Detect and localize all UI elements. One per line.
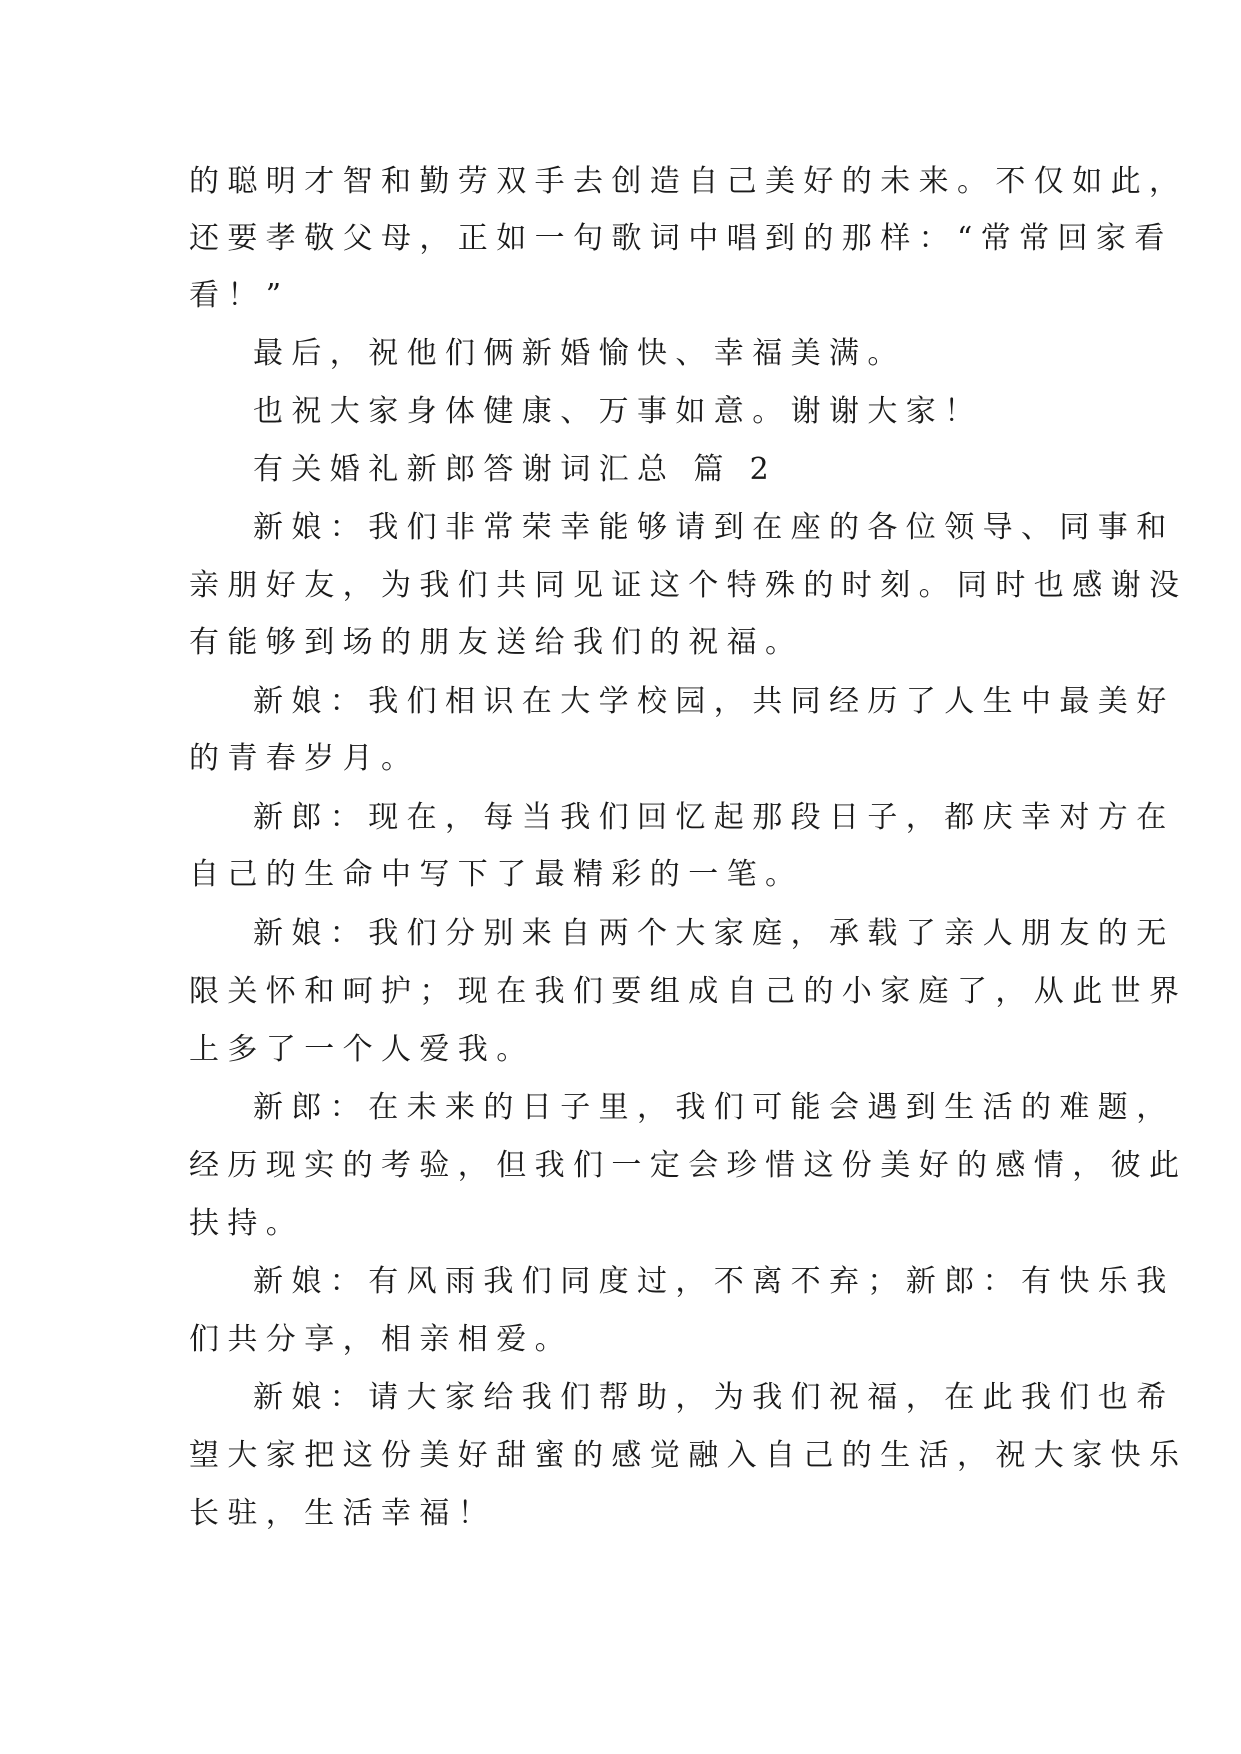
text-line: 还要孝敬父母，正如一句歌词中唱到的那样：“常常回家看 (189, 221, 1173, 256)
text-line: 看！” (189, 278, 290, 313)
paragraph-line: 也祝大家身体健康、万事如意。谢谢大家！ (253, 394, 983, 429)
paragraph-line: 新娘：我们非常荣幸能够请到在座的各位领导、同事和 (253, 510, 1175, 545)
text-line: 扶持。 (189, 1206, 305, 1241)
text-line: 的青春岁月。 (189, 741, 420, 776)
paragraph-line: 新郎：现在，每当我们回忆起那段日子，都庆幸对方在 (253, 800, 1175, 835)
text-line: 的聪明才智和勤劳双手去创造自己美好的未来。不仅如此， (189, 164, 1188, 199)
text-line: 上多了一个人爱我。 (189, 1032, 535, 1067)
text-line: 们共分享，相亲相爱。 (189, 1322, 573, 1357)
text-line: 经历现实的考验，但我们一定会珍惜这份美好的感情，彼此 (189, 1148, 1188, 1183)
paragraph-line: 新娘：请大家给我们帮助，为我们祝福，在此我们也希 (253, 1380, 1175, 1415)
section-heading: 有关婚礼新郎答谢词汇总 篇 2 (253, 452, 778, 487)
text-line: 自己的生命中写下了最精彩的一笔。 (189, 857, 804, 892)
paragraph-line: 新郎：在未来的日子里，我们可能会遇到生活的难题， (253, 1090, 1175, 1125)
text-line: 亲朋好友，为我们共同见证这个特殊的时刻。同时也感谢没 (189, 568, 1188, 603)
paragraph-line: 最后，祝他们俩新婚愉快、幸福美满。 (253, 336, 906, 371)
text-line: 限关怀和呵护；现在我们要组成自己的小家庭了，从此世界 (189, 974, 1188, 1009)
paragraph-line: 新娘：有风雨我们同度过，不离不弃；新郎：有快乐我 (253, 1264, 1175, 1299)
text-line: 望大家把这份美好甜蜜的感觉融入自己的生活，祝大家快乐 (189, 1438, 1188, 1473)
text-line: 长驻，生活幸福！ (189, 1496, 497, 1531)
paragraph-line: 新娘：我们相识在大学校园，共同经历了人生中最美好 (253, 684, 1175, 719)
paragraph-line: 新娘：我们分别来自两个大家庭，承载了亲人朋友的无 (253, 916, 1175, 951)
text-line: 有能够到场的朋友送给我们的祝福。 (189, 625, 804, 660)
